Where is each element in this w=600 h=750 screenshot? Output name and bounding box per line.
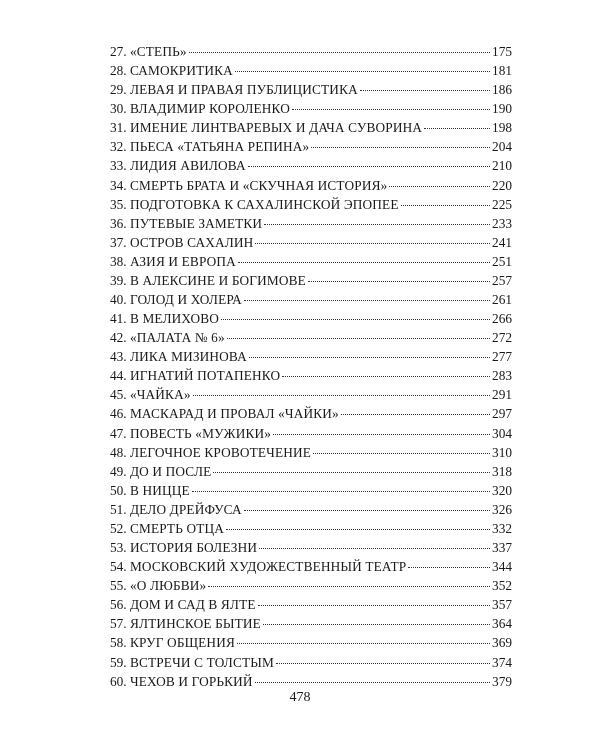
dot-leader [238, 262, 490, 263]
chapter-number: 32. [110, 139, 127, 155]
chapter-number: 35. [110, 196, 127, 212]
chapter-number: 41. [110, 311, 127, 327]
chapter-page-number: 210 [492, 158, 512, 174]
chapter-title: ВСТРЕЧИ С ТОЛСТЫМ [129, 654, 274, 670]
chapter-title: СМЕРТЬ ОТЦА [129, 520, 224, 536]
toc-entry [110, 385, 512, 404]
chapter-number: 55. [110, 578, 127, 594]
chapter-number: 30. [110, 101, 127, 117]
toc-entry [110, 195, 512, 214]
toc-entry [110, 653, 512, 672]
dot-leader [263, 624, 490, 625]
dot-leader [255, 243, 490, 244]
chapter-number: 54. [110, 559, 127, 575]
chapter-page-number: 251 [492, 253, 512, 269]
dot-leader [341, 414, 490, 415]
chapter-page-number: 297 [492, 406, 512, 422]
chapter-page-number: 220 [492, 177, 512, 193]
toc-entry [110, 557, 512, 576]
toc-entry [110, 80, 512, 99]
toc-entry [110, 424, 512, 443]
toc-entry [110, 633, 512, 652]
dot-leader [255, 682, 490, 683]
chapter-title: ЯЛТИНСКОЕ БЫТИЕ [129, 616, 261, 632]
chapter-number: 44. [110, 368, 127, 384]
toc-entry [110, 42, 512, 61]
dot-leader [311, 147, 490, 148]
chapter-title: ЛИКА МИЗИНОВА [129, 349, 247, 365]
chapter-page-number: 374 [492, 654, 512, 670]
chapter-page-number: 283 [492, 368, 512, 384]
chapter-number: 42. [110, 330, 127, 346]
chapter-number: 56. [110, 597, 127, 613]
chapter-number: 60. [110, 673, 127, 689]
toc-entry [110, 176, 512, 195]
toc-entry [110, 328, 512, 347]
chapter-title: ДЕЛО ДРЕЙФУСА [129, 501, 242, 517]
dot-leader [192, 491, 490, 492]
chapter-page-number: 181 [492, 63, 512, 79]
toc-entry [110, 481, 512, 500]
chapter-page-number: 369 [492, 635, 512, 651]
dot-leader [360, 90, 490, 91]
dot-leader [273, 434, 490, 435]
chapter-number: 47. [110, 425, 127, 441]
chapter-title: «О ЛЮБВИ» [129, 578, 207, 594]
chapter-page-number: 332 [492, 520, 512, 536]
chapter-title: АЗИЯ И ЕВРОПА [129, 253, 236, 269]
chapter-page-number: 186 [492, 82, 512, 98]
chapter-title: В МЕЛИХОВО [129, 311, 220, 327]
toc-entry [110, 233, 512, 252]
chapter-title: САМОКРИТИКА [129, 63, 233, 79]
chapter-page-number: 241 [492, 234, 512, 250]
chapter-number: 57. [110, 616, 127, 632]
chapter-title: В АЛЕКСИНЕ И БОГИМОВЕ [129, 272, 306, 288]
chapter-title: ПОВЕСТЬ «МУЖИКИ» [129, 425, 272, 441]
chapter-page-number: 326 [492, 501, 512, 517]
chapter-page-number: 261 [492, 292, 512, 308]
chapter-page-number: 204 [492, 139, 512, 155]
chapter-title: МАСКАРАД И ПРОВАЛ «ЧАЙКИ» [129, 406, 339, 422]
dot-leader [244, 300, 490, 301]
dot-leader [424, 128, 490, 129]
chapter-page-number: 320 [492, 482, 512, 498]
toc-entry [110, 252, 512, 271]
page-number: 478 [289, 690, 311, 705]
toc-entry [110, 309, 512, 328]
chapter-title: ДОМ И САД В ЯЛТЕ [129, 597, 256, 613]
toc-entry [110, 519, 512, 538]
toc-entry [110, 404, 512, 423]
chapter-title: ЧЕХОВ И ГОРЬКИЙ [129, 673, 253, 689]
chapter-title: ЛЕГОЧНОЕ КРОВОТЕЧЕНИЕ [129, 444, 312, 460]
chapter-page-number: 310 [492, 444, 512, 460]
chapter-page-number: 337 [492, 540, 512, 556]
chapter-title: ПОДГОТОВКА К САХАЛИНСКОЙ ЭПОПЕЕ [129, 196, 399, 212]
chapter-number: 51. [110, 501, 127, 517]
dot-leader [308, 281, 490, 282]
chapter-title: ДО И ПОСЛЕ [129, 463, 212, 479]
dot-leader [213, 472, 490, 473]
dot-leader [276, 663, 490, 664]
toc-entry [110, 366, 512, 385]
chapter-title: ИМЕНИЕ ЛИНТВАРЕВЫХ И ДАЧА СУВОРИНА [129, 120, 423, 136]
chapter-page-number: 318 [492, 463, 512, 479]
chapter-title: В НИЦЦЕ [129, 482, 190, 498]
dot-leader [193, 395, 490, 396]
chapter-page-number: 379 [492, 673, 512, 689]
chapter-page-number: 175 [492, 44, 512, 59]
chapter-page-number: 225 [492, 196, 512, 212]
chapter-page-number: 272 [492, 330, 512, 346]
toc-entry [110, 672, 512, 691]
chapter-title: КРУГ ОБЩЕНИЯ [129, 635, 235, 651]
chapter-number: 53. [110, 540, 127, 556]
chapter-title: «СТЕПЬ» [129, 44, 187, 59]
toc-entry [110, 271, 512, 290]
chapter-number: 52. [110, 520, 127, 536]
chapter-title: ОСТРОВ САХАЛИН [129, 234, 254, 250]
toc-entry [110, 462, 512, 481]
dot-leader [249, 357, 490, 358]
toc-entry [110, 290, 512, 309]
chapter-page-number: 344 [492, 559, 512, 575]
chapter-number: 43. [110, 349, 127, 365]
chapter-number: 33. [110, 158, 127, 174]
dot-leader [264, 224, 490, 225]
chapter-title: ПУТЕВЫЕ ЗАМЕТКИ [129, 215, 263, 231]
dot-leader [248, 166, 490, 167]
chapter-number: 27. [110, 44, 127, 59]
chapter-page-number: 352 [492, 578, 512, 594]
chapter-title: МОСКОВСКИЙ ХУДОЖЕСТВЕННЫЙ ТЕАТР [129, 559, 407, 575]
chapter-page-number: 257 [492, 272, 512, 288]
chapter-number: 40. [110, 292, 127, 308]
chapter-page-number: 291 [492, 387, 512, 403]
dot-leader [235, 71, 490, 72]
dot-leader [258, 605, 490, 606]
dot-leader [259, 548, 490, 549]
table-of-contents [110, 42, 512, 691]
dot-leader [282, 376, 490, 377]
dot-leader [208, 586, 490, 587]
chapter-title: ГОЛОД И ХОЛЕРА [129, 292, 242, 308]
toc-entry [110, 614, 512, 633]
dot-leader [401, 205, 490, 206]
chapter-number: 39. [110, 272, 127, 288]
chapter-number: 49. [110, 463, 127, 479]
chapter-number: 36. [110, 215, 127, 231]
toc-entry [110, 214, 512, 233]
chapter-number: 34. [110, 177, 127, 193]
toc-entry [110, 595, 512, 614]
toc-entry [110, 156, 512, 175]
chapter-number: 31. [110, 120, 127, 136]
chapter-page-number: 357 [492, 597, 512, 613]
toc-entry [110, 61, 512, 80]
chapter-title: ЛИДИЯ АВИЛОВА [129, 158, 246, 174]
chapter-number: 37. [110, 234, 127, 250]
toc-entry [110, 118, 512, 137]
dot-leader [227, 338, 490, 339]
chapter-page-number: 190 [492, 101, 512, 117]
chapter-page-number: 364 [492, 616, 512, 632]
chapter-title: СМЕРТЬ БРАТА И «СКУЧНАЯ ИСТОРИЯ» [129, 177, 388, 193]
chapter-title: ПЬЕСА «ТАТЬЯНА РЕПИНА» [129, 139, 310, 155]
chapter-title: «ПАЛАТА № 6» [129, 330, 225, 346]
chapter-number: 38. [110, 253, 127, 269]
chapter-title: ЛЕВАЯ И ПРАВАЯ ПУБЛИЦИСТИКА [129, 82, 358, 98]
chapter-number: 59. [110, 654, 127, 670]
chapter-number: 48. [110, 444, 127, 460]
toc-entry [110, 576, 512, 595]
chapter-title: ВЛАДИМИР КОРОЛЕНКО [129, 101, 290, 117]
chapter-page-number: 233 [492, 215, 512, 231]
chapter-title: ИСТОРИЯ БОЛЕЗНИ [129, 540, 258, 556]
chapter-number: 45. [110, 387, 127, 403]
chapter-page-number: 198 [492, 120, 512, 136]
chapter-page-number: 277 [492, 349, 512, 365]
toc-entry [110, 443, 512, 462]
chapter-title: ИГНАТИЙ ПОТАПЕНКО [129, 368, 281, 384]
chapter-number: 50. [110, 482, 127, 498]
dot-leader [237, 643, 490, 644]
toc-entry [110, 500, 512, 519]
dot-leader [189, 52, 490, 53]
toc-entry [110, 99, 512, 118]
dot-leader [408, 567, 490, 568]
dot-leader [226, 529, 490, 530]
dot-leader [292, 109, 490, 110]
chapter-number: 28. [110, 63, 127, 79]
chapter-number: 29. [110, 82, 127, 98]
toc-entry [110, 347, 512, 366]
dot-leader [389, 186, 490, 187]
chapter-title: «ЧАЙКА» [129, 387, 191, 403]
chapter-number: 58. [110, 635, 127, 651]
toc-entry [110, 538, 512, 557]
chapter-page-number: 266 [492, 311, 512, 327]
dot-leader [244, 510, 490, 511]
toc-entry [110, 137, 512, 156]
chapter-page-number: 304 [492, 425, 512, 441]
chapter-number: 46. [110, 406, 127, 422]
dot-leader [313, 453, 490, 454]
dot-leader [221, 319, 490, 320]
